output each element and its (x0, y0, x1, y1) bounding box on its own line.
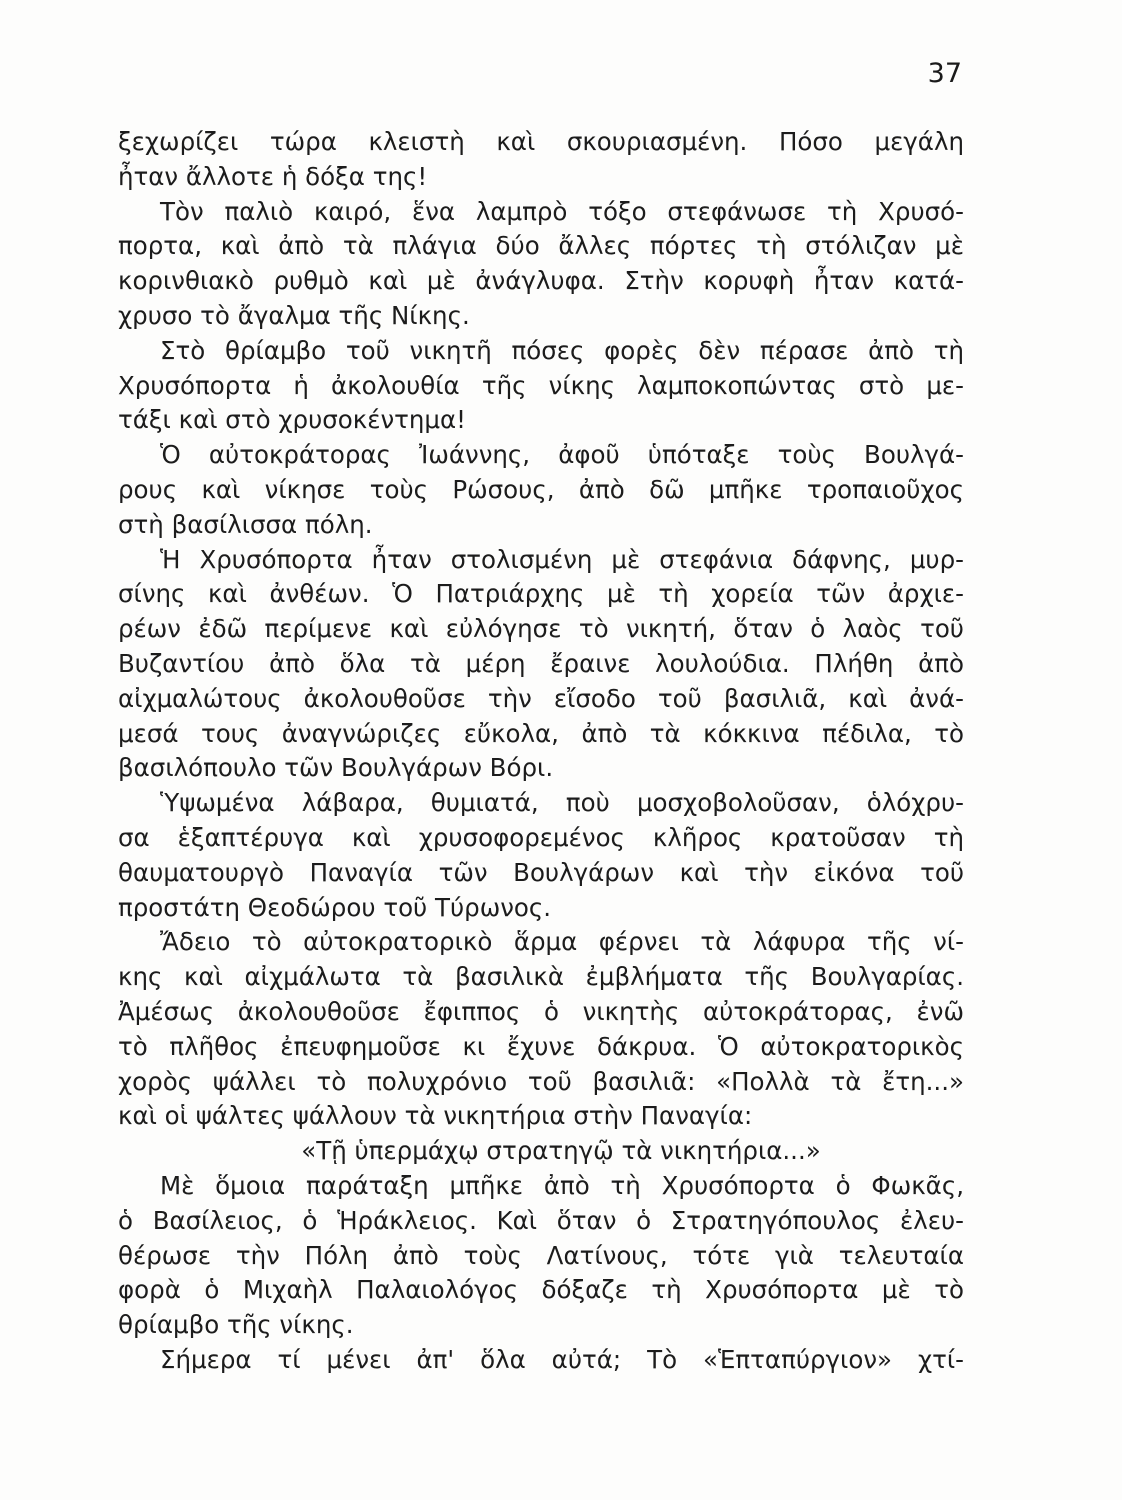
text-line: στὴ βασίλισσα πόλη. (118, 509, 373, 539)
text-line: θαυματουργὸ Παναγία τῶν Βουλγάρων καὶ τὴν εἰκόνα τοῦ (118, 857, 964, 887)
text-line: κορινθιακὸ ρυθμὸ καὶ μὲ ἀνάγλυφα. Στὴν κορυφὴ ἦταν κατά- (118, 266, 964, 296)
text-line: Ὑψωμένα λάβαρα, θυμιατά, ποὺ μοσχοβολοῦσαν, ὁλόχρυ- (160, 788, 964, 818)
text-line: ξεχωρίζει τώρα κλειστὴ καὶ σκουριασμένη. Πόσο μεγάλη (118, 127, 964, 156)
text-line: χορὸς ψάλλει τὸ πολυχρόνιο τοῦ βασιλιᾶ: «Πολλὰ τὰ ἔτη...» (118, 1066, 964, 1096)
text-line: καὶ οἱ ψάλτες ψάλλουν τὰ νικητήρια στὴν Παναγία: (118, 1101, 753, 1131)
text-line: ὁ Βασίλειος, ὁ Ἡράκλειος. Καὶ ὅταν ὁ Στρατηγόπουλος ἐλευ- (118, 1205, 964, 1235)
text-line: χρυσο τὸ ἄγαλμα τῆς Νίκης. (118, 300, 470, 330)
text-line: μεσά τους ἀναγνώριζες εὔκολα, ἀπὸ τὰ κόκκινα πέδιλα, τὸ (118, 718, 964, 748)
text-line: Τὸν παλιὸ καιρό, ἕνα λαμπρὸ τόξο στεφάνωσε τὴ Χρυσό- (160, 196, 964, 226)
text-line: ρους καὶ νίκησε τοὺς Ρώσους, ἀπὸ δῶ μπῆκε τροπαιοῦχος (118, 474, 964, 504)
text-line: Βυζαντίου ἀπὸ ὅλα τὰ μέρη ἔραινε λουλούδια. Πλήθη ἀπὸ (118, 648, 964, 678)
text-line: τάξι καὶ στὸ χρυσοκέντημα! (118, 405, 466, 435)
text-line: βασιλόπουλο τῶν Βουλγάρων Βόρι. (118, 753, 554, 783)
text-line: Μὲ ὅμοια παράταξη μπῆκε ἀπὸ τὴ Χρυσόπορτα ὁ Φωκᾶς, (160, 1170, 964, 1200)
text-line: Χρυσόπορτα ἡ ἀκολουθία τῆς νίκης λαμποκοπώντας στὸ με- (118, 370, 964, 400)
text-line: ἦταν ἄλλοτε ἡ δόξα της! (118, 161, 428, 191)
text-line: θρίαμβο τῆς νίκης. (118, 1310, 354, 1340)
text-line: φορὰ ὁ Μιχαὴλ Παλαιολόγος δόξαζε τὴ Χρυσόπορτα μὲ τὸ (118, 1275, 964, 1305)
text-line: Ἀμέσως ἀκολουθοῦσε ἔφιππος ὁ νικητὴς αὐτοκράτορας, ἐνῶ (118, 996, 964, 1026)
text-line: αἰχμαλώτους ἀκολουθοῦσε τὴν εἴσοδο τοῦ βασιλιᾶ, καὶ ἀνά- (118, 683, 964, 713)
text-line: σίνης καὶ ἀνθέων. Ὁ Πατριάρχης μὲ τὴ χορεία τῶν ἀρχιε- (118, 579, 964, 609)
text-line: Ἡ Χρυσόπορτα ἦταν στολισμένη μὲ στεφάνια δάφνης, μυρ- (160, 544, 964, 574)
text-line: προστάτη Θεοδώρου τοῦ Τύρωνος. (118, 892, 552, 922)
text-line: ρέων ἐδῶ περίμενε καὶ εὐλόγησε τὸ νικητή, ὅταν ὁ λαὸς τοῦ (118, 614, 964, 644)
text-line: κης καὶ αἰχμάλωτα τὰ βασιλικὰ ἐμβλήματα τῆς Βουλγαρίας. (118, 962, 964, 992)
text-line: Ὁ αὐτοκράτορας Ἰωάννης, ἀφοῦ ὑπόταξε τοὺς Βουλγά- (160, 440, 964, 470)
text-line: Σήμερα τί μένει ἀπ' ὅλα αὐτά; Τὸ «Ἑπταπύργιον» χτί- (160, 1344, 964, 1374)
text-line: πορτα, καὶ ἀπὸ τὰ πλάγια δύο ἄλλες πόρτες τὴ στόλιζαν μὲ (118, 231, 964, 261)
text-line: «Τῇ ὑπερμάχῳ στρατηγῷ τὰ νικητήρια...» (301, 1136, 821, 1166)
text-line: Ἄδειο τὸ αὐτοκρατορικὸ ἅρμα φέρνει τὰ λάφυρα τῆς νί- (160, 927, 964, 957)
body-text (118, 125, 964, 1378)
text-line: σα ἑξαπτέρυγα καὶ χρυσοφορεμένος κλῆρος κρατοῦσαν τὴ (118, 822, 964, 852)
text-line: θέρωσε τὴν Πόλη ἀπὸ τοὺς Λατίνους, τότε γιὰ τελευταία (118, 1240, 964, 1270)
page-number: 37 (927, 58, 962, 89)
text-line: Στὸ θρίαμβο τοῦ νικητῆ πόσες φορὲς δὲν πέρασε ἀπὸ τὴ (160, 335, 964, 365)
text-line: τὸ πλῆθος ἐπευφημοῦσε κι ἔχυνε δάκρυα. Ὁ αὐτοκρατορικὸς (118, 1031, 964, 1061)
